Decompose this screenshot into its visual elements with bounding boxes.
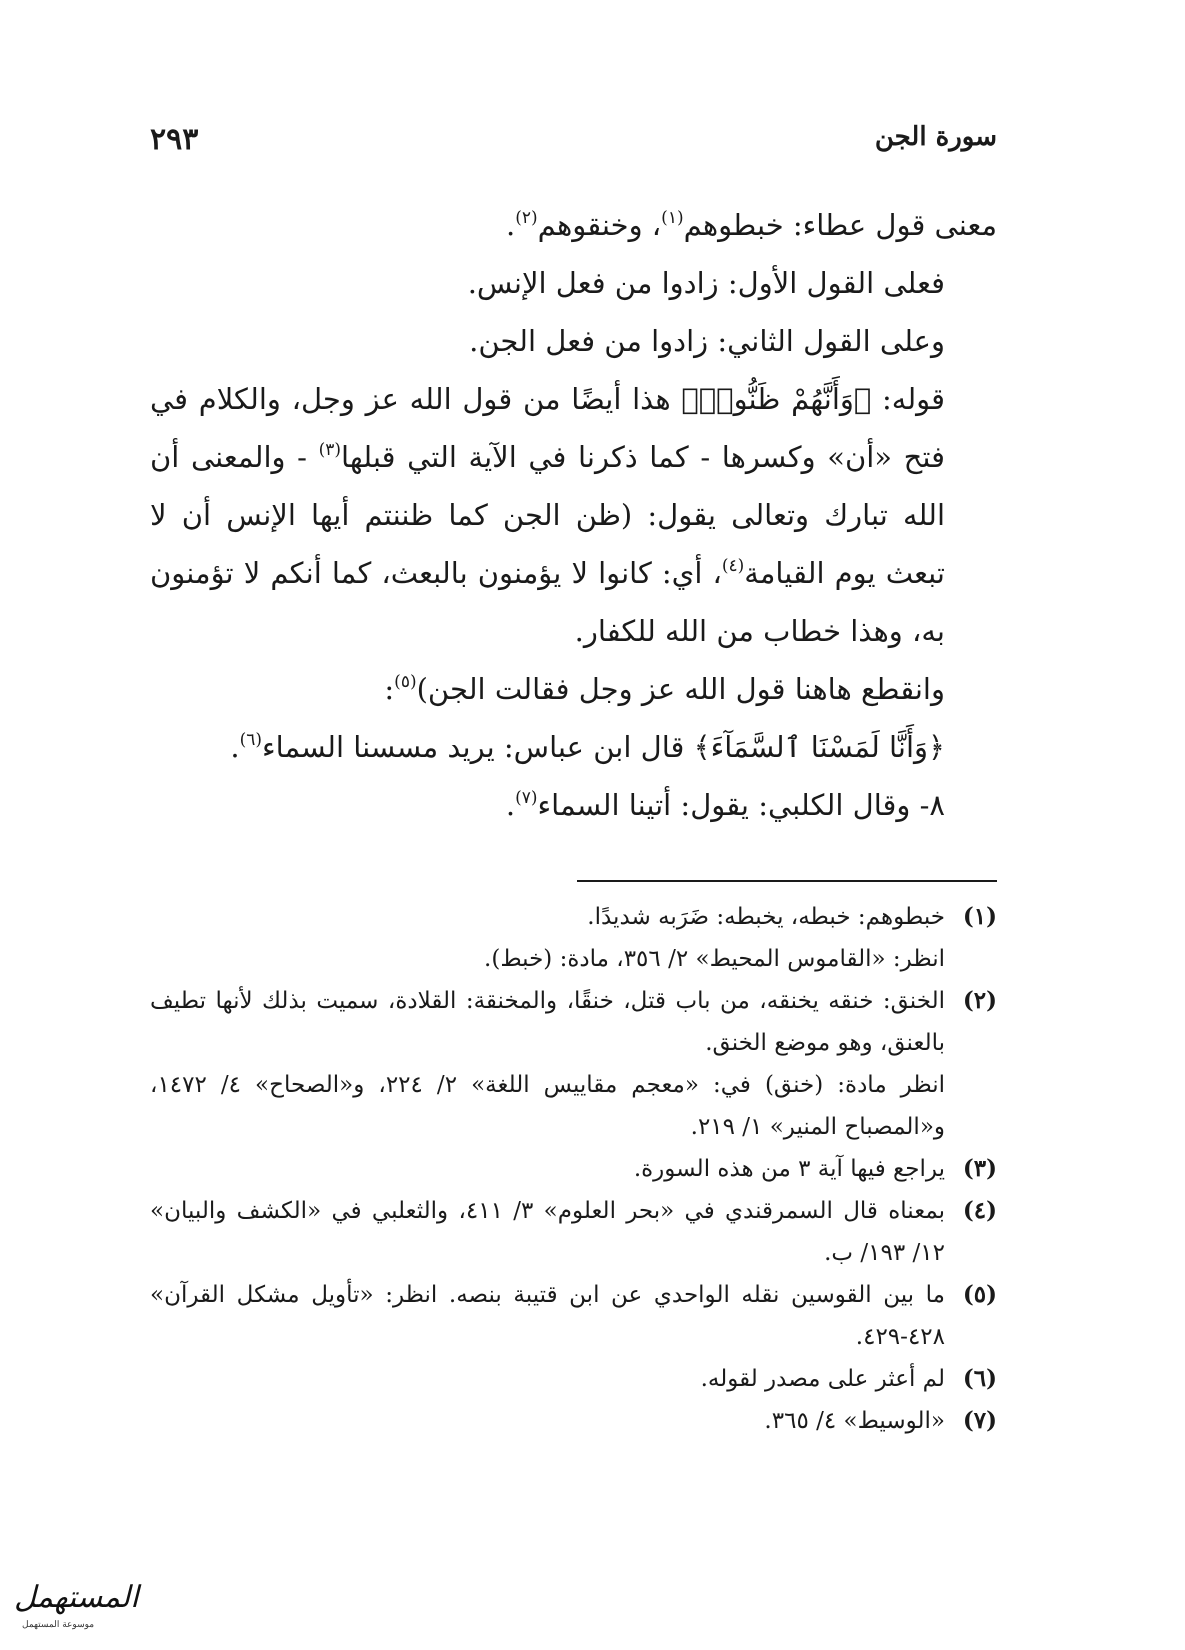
footnote-5 [150, 1274, 997, 1358]
running-head [150, 122, 997, 162]
footnote-separator [577, 880, 997, 882]
main-text [150, 196, 997, 834]
text-run: ٨- وقال الكلبي: يقول: أتينا السماء [537, 788, 945, 822]
footnote-number: (٢) [962, 987, 997, 1014]
text-run: قال ابن عباس: يريد مسسنا السماء [262, 730, 694, 764]
page-number: ٢٩٣ [150, 122, 199, 157]
footnote-ref-3[interactable]: (٣) [318, 440, 342, 460]
paragraph-7 [150, 776, 997, 834]
footnote-line: خبطوهم: خبطه، يخبطه: ضَرَبه شديدًا. [587, 904, 945, 930]
footnote-line: «الوسيط» ٤/ ٣٦٥. [764, 1408, 945, 1434]
footnote-ref-5[interactable]: (٥) [394, 672, 417, 692]
text-run: قوله: [871, 382, 945, 416]
footnote-number: (١) [962, 903, 997, 930]
paragraph-3: وعلى القول الثاني: زادوا من فعل الجن. [469, 324, 945, 358]
paragraph-6 [150, 718, 997, 776]
logo-mark: المستهمل [14, 1580, 139, 1615]
footnote-1 [150, 896, 997, 980]
text-run: هذا أيضًا من قول الله عز وجل، والكلام في فتح «أن» وكسرها - كما ذكرنا في الآية التي قبلها [150, 382, 946, 474]
footnote-line: ما بين القوسين نقله الواحدي عن ابن قتيبة بنصه. انظر: «تأويل مشكل القرآن» ٤٢٨-٤٢٩. [150, 1282, 945, 1350]
footnote-line: يراجع فيها آية ٣ من هذه السورة. [633, 1156, 945, 1182]
footnote-line: لم أعثر على مصدر لقوله. [700, 1366, 945, 1392]
text-run: معنى قول عطاء: خبطوهم [683, 208, 997, 242]
text-run: - والمعنى أن الله تبارك وتعالى يقول: (ظن الجن كما ظننتم أيها الإنس أن لا تبعث يوم القيامة [150, 440, 945, 590]
text-run: . [505, 788, 516, 822]
footnote-ref-6[interactable]: (٦) [239, 730, 263, 750]
text-run: ، أي: كانوا لا يؤمنون بالبعث، كما أنكم لا تؤمنون به، وهذا خطاب من الله للكفار. [150, 556, 945, 648]
paragraph-2: فعلى القول الأول: زادوا من فعل الإنس. [467, 266, 945, 300]
footnote-ref-7[interactable]: (٧) [515, 788, 538, 808]
footnote-line: الخنق: خنقه يخنقه، من باب قتل، خنقًا، والمخنقة: القلادة، سميت بذلك لأنها تطيف بالعنق، وهو موضع الخنق. [150, 988, 945, 1056]
footnote-2 [150, 980, 997, 1148]
footnote-3 [150, 1148, 997, 1190]
footnote-number: (٤) [962, 1197, 997, 1224]
text-run: وانقطع هاهنا قول الله عز وجل فقالت الجن) [416, 672, 945, 706]
footnote-line: انظر: «القاموس المحيط» ٢/ ٣٥٦، مادة: (خبط). [484, 946, 945, 972]
footnotes [150, 896, 997, 1442]
quran-verse: ﴿وَأَنَّهُمْ ظَنُّوا۟﴾ [681, 382, 872, 416]
paragraph-5 [150, 660, 997, 718]
footnote-ref-4[interactable]: (٤) [721, 556, 745, 576]
footnote-line: بمعناه قال السمرقندي في «بحر العلوم» ٣/ ٤١١، والثعلبي في «الكشف والبيان» ١٢/ ١٩٣/ ب. [150, 1198, 946, 1266]
text-run: . [230, 730, 240, 764]
paragraph-4 [150, 370, 997, 660]
footnote-number: (٦) [962, 1365, 997, 1392]
footnote-number: (٥) [962, 1281, 997, 1308]
text-run: ، وخنقوهم [537, 208, 662, 242]
publisher-logo [14, 1580, 139, 1638]
footnote-6 [150, 1358, 997, 1400]
surah-title: سورة الجن [874, 122, 997, 152]
logo-subtext: موسوعة المستهمل [22, 1620, 95, 1630]
text-run: : [384, 672, 395, 706]
footnote-4 [150, 1190, 997, 1274]
footnote-ref-1[interactable]: (١) [661, 208, 684, 228]
footnote-line: انظر مادة: (خنق) في: «معجم مقاييس اللغة» ٢/ ٢٢٤، و«الصحاح» ٤/ ١٤٧٢، و«المصباح المنير» ١/ ٢١٩. [150, 1072, 946, 1140]
footnote-7 [150, 1400, 997, 1442]
text-run: . [506, 208, 516, 242]
quran-verse: ﴿وَأَنَّا لَمَسْنَا ٱلسَّمَآءَ﴾ [693, 730, 945, 764]
footnote-ref-2[interactable]: (٢) [515, 208, 538, 228]
footnote-number: (٣) [962, 1155, 997, 1182]
paragraph-1 [150, 196, 997, 254]
footnote-number: (٧) [962, 1407, 997, 1434]
